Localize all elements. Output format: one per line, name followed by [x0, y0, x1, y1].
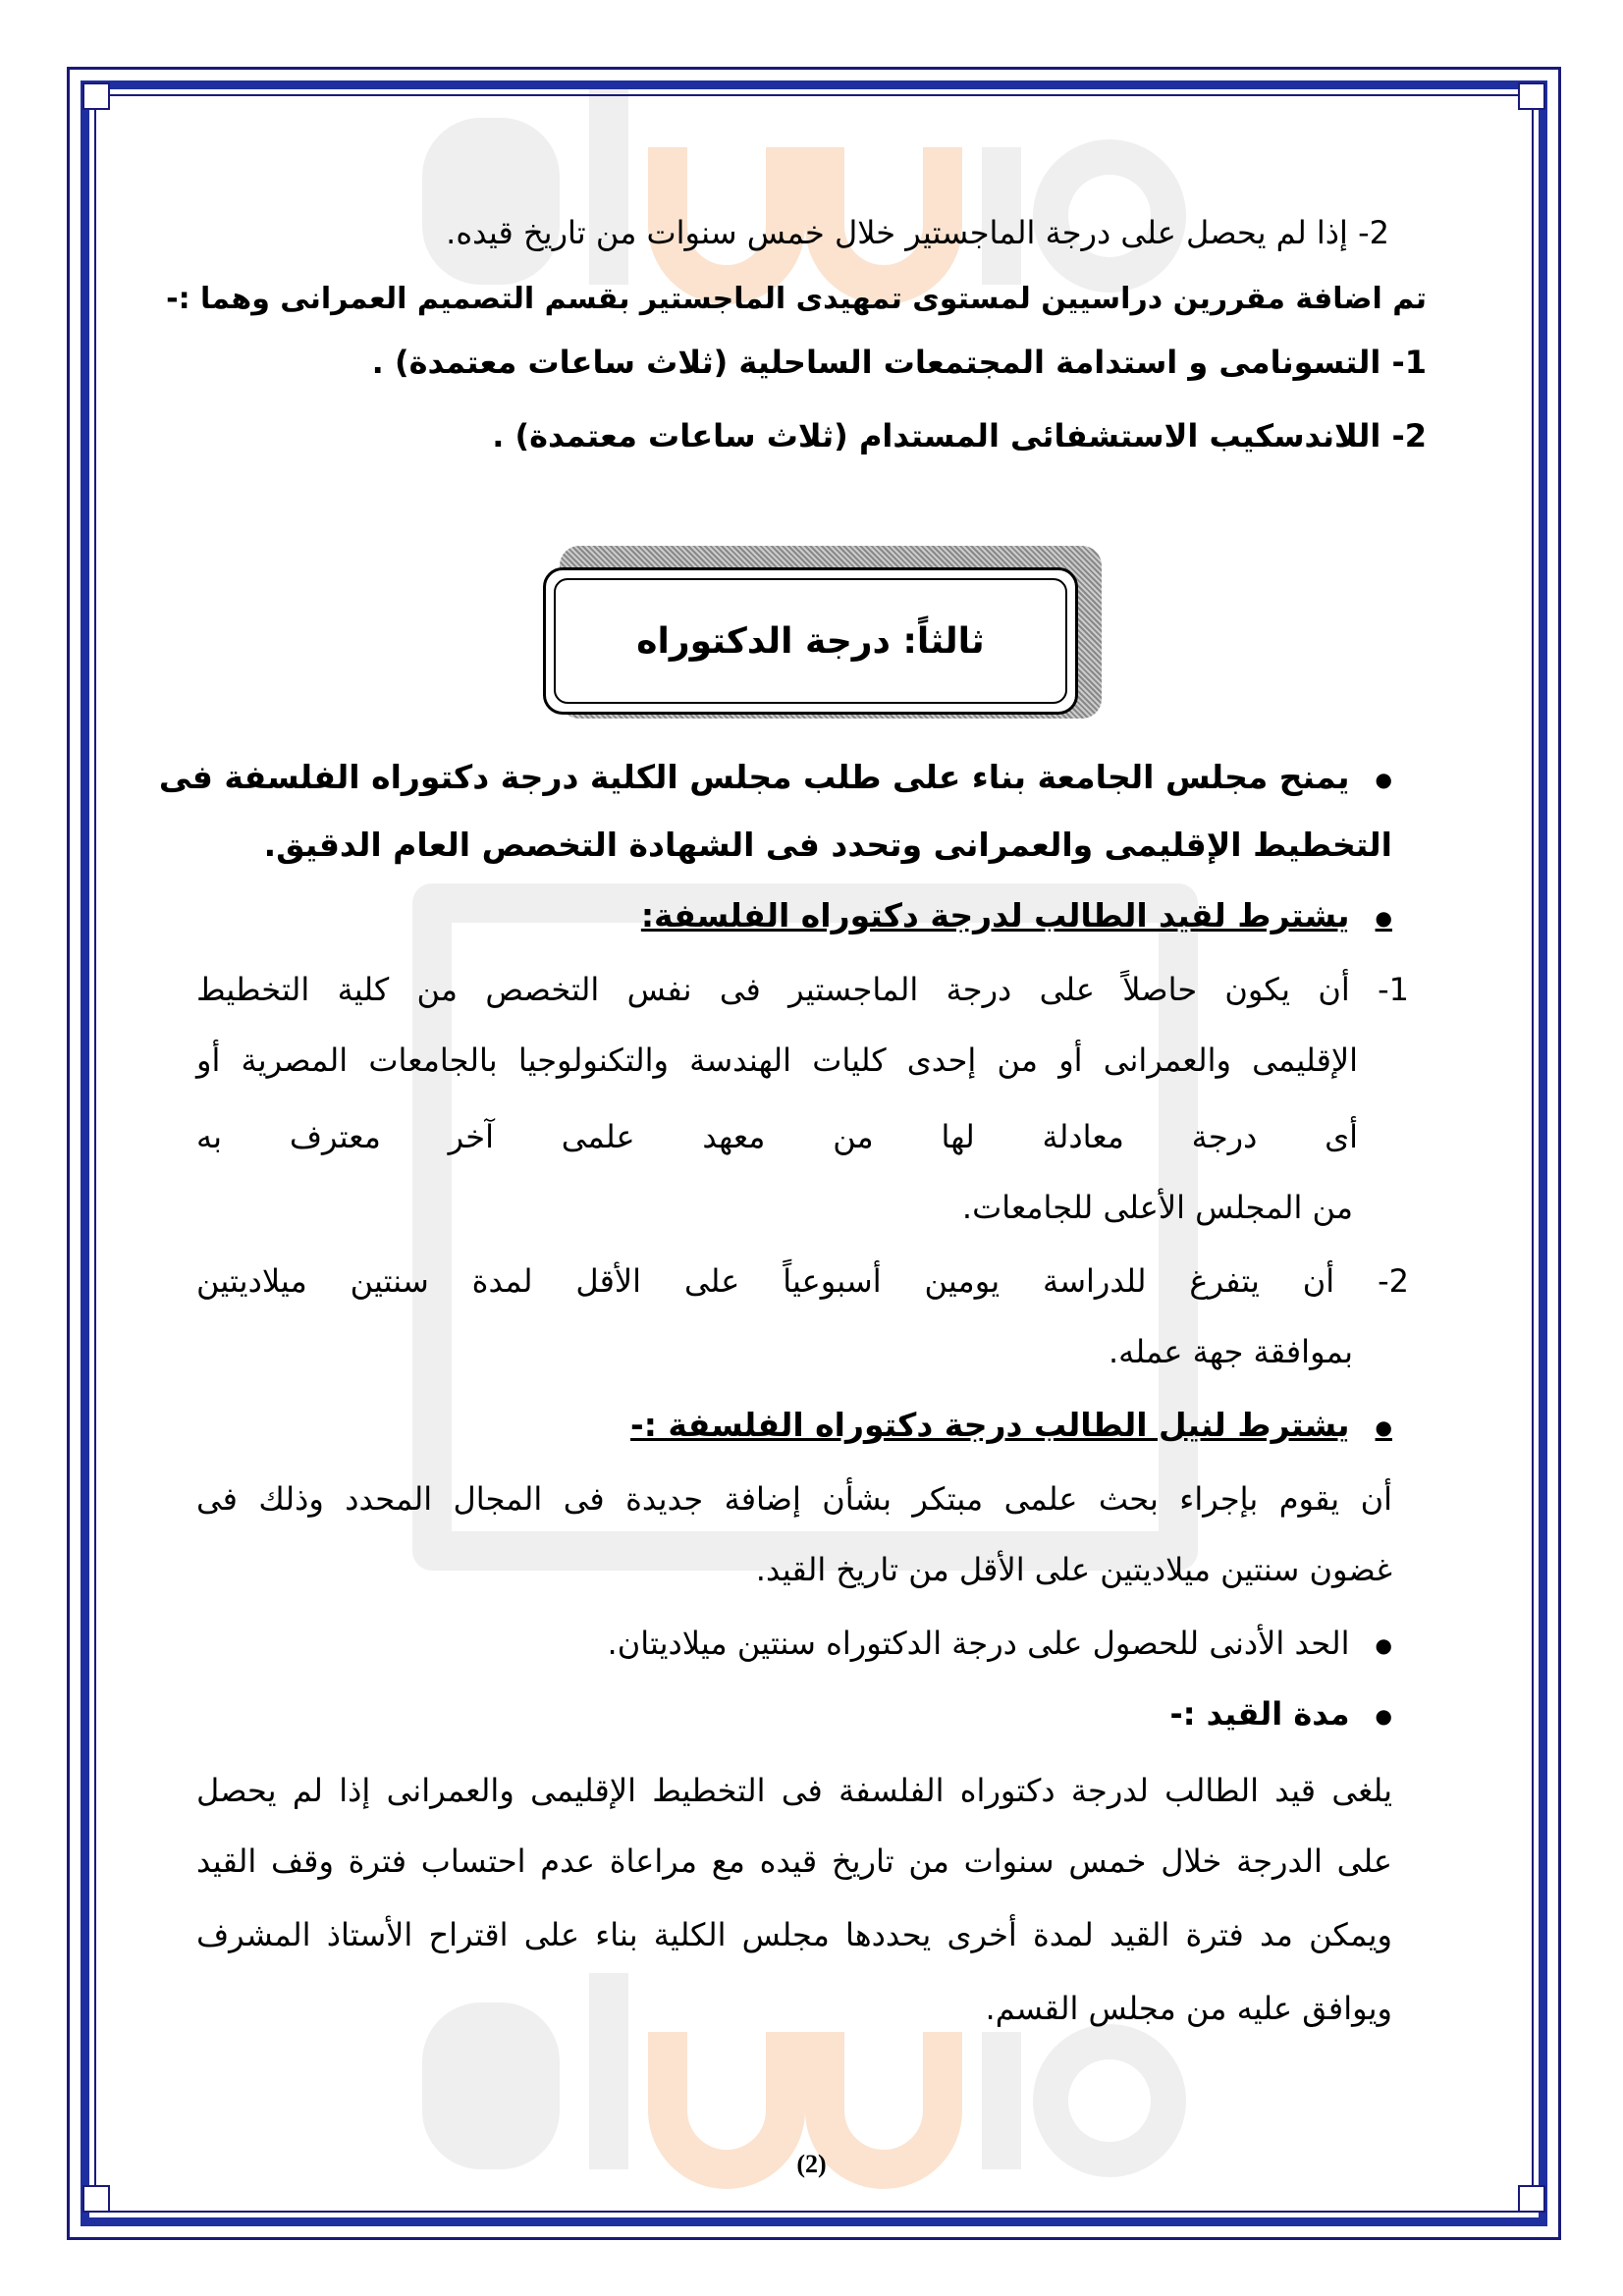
body-line: التخطيط الإقليمى والعمرانى وتحدد فى الشهادة التخصص العام الدقيق. [263, 826, 1392, 864]
body-bullet-duration: ● مدة القيد :- [1169, 1692, 1392, 1737]
section-title-prefix: ثالثاً: [902, 620, 985, 662]
body-bullet-grant: ● يمنح مجلس الجامعة بناء على طلب مجلس الكلية درجة دكتوراه الفلسفة فى [196, 756, 1392, 801]
body-line: يلغى قيد الطالب لدرجة دكتوراه الفلسفة فى التخطيط الإقليمى والعمرانى إذا لم يحصل [196, 1772, 1392, 1809]
intro-line: 2- إذا لم يحصل على درجة الماجستير خلال خمس سنوات من تاريخ قيده. [446, 214, 1389, 251]
body-line: بموافقة جهة عمله. [1108, 1333, 1353, 1370]
border-corner [82, 2185, 110, 2213]
body-line: الإقليمى والعمرانى أو من إحدى كليات الهندسة والتكنولوجيا بالجامعات المصرية أو [196, 1041, 1358, 1079]
body-bullet-award-heading: ● يشترط لنيل الطالب درجة دكتوراه الفلسفة :- [630, 1404, 1392, 1449]
body-line: 2- أن يتفرغ للدراسة يومين أسبوعياً على الأقل لمدة سنتين ميلاديتين [196, 1262, 1409, 1300]
intro-course-1: 1- التسونامى و استدامة المجتمعات الساحلية (ثلاث ساعات معتمدة) . [371, 344, 1427, 381]
intro-course-2: 2- اللاندسكيب الاستشفائى المستدام (ثلاث ساعات معتمدة) . [492, 417, 1427, 454]
body-line: على الدرجة خلال خمس سنوات من تاريخ قيده مع مراعاة عدم احتساب فترة وقف القيد [196, 1842, 1392, 1880]
body-line: من المجلس الأعلى للجامعات. [961, 1189, 1353, 1226]
body-line: 1- أن يكون حاصلاً على درجة الماجستير فى نفس التخصص من كلية التخطيط [196, 971, 1409, 1008]
page-number: (2) [796, 2150, 827, 2178]
section-title: درجة الدكتوراه [636, 620, 891, 662]
border-corner [82, 82, 110, 110]
body-line: غضون سنتين ميلاديتين على الأقل من تاريخ القيد. [755, 1551, 1392, 1588]
body-bullet-minimum: ● الحد الأدنى للحصول على درجة الدكتوراه سنتين ميلاديتان. [608, 1622, 1392, 1667]
body-line: أى درجة معادلة لها من معهد علمى آخر معترف به [196, 1118, 1358, 1155]
body-bullet-enroll-heading: ● يشترط لقيد الطالب لدرجة دكتوراه الفلسفة: [641, 894, 1392, 939]
intro-heading: تم اضافة مقررين دراسيين لمستوى تمهيدى الماجستير بقسم التصميم العمرانى وهما :- [166, 282, 1427, 316]
border-corner [1518, 2185, 1545, 2213]
body-line: ويوافق عليه من مجلس القسم. [985, 1990, 1392, 2027]
border-corner [1518, 82, 1545, 110]
body-line: أن يقوم بإجراء بحث علمى مبتكر بشأن إضافة جديدة فى المجال المحدد وذلك فى [196, 1480, 1392, 1518]
section-title-box [543, 567, 1078, 715]
body-line: ويمكن مد فترة القيد لمدة أخرى يحددها مجلس الكلية بناء على اقتراح الأستاذ المشرف [196, 1916, 1392, 1953]
